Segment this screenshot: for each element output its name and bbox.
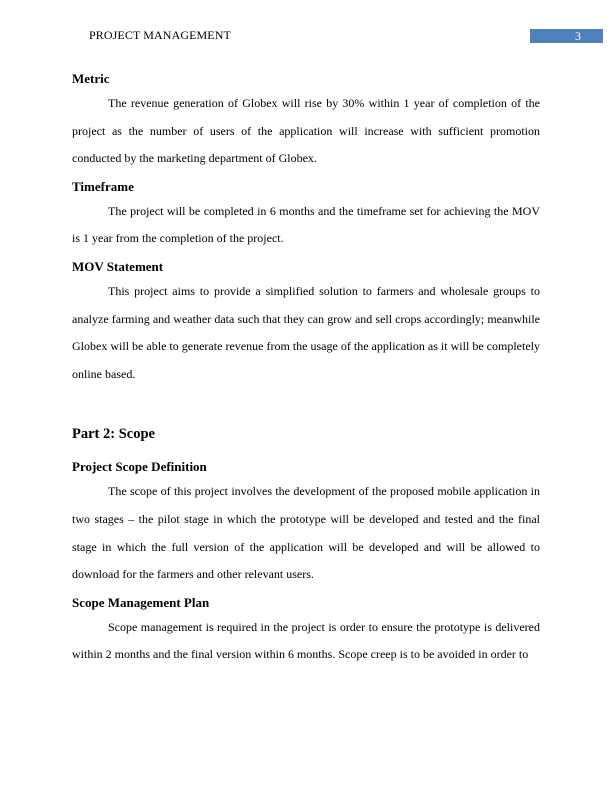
part-heading-scope: Part 2: Scope <box>72 426 155 443</box>
section-heading-metric: Metric <box>72 71 110 86</box>
paragraph-mov-statement: This project aims to provide a simplified solution to farmers and wholesale groups to analyze farming and weather data such that they can grow and sell crops accordingly; meanwhile Globex will be able to generate revenue from the usage of the application as it will be completely online based. <box>72 283 540 381</box>
section-heading-mov-statement: MOV Statement <box>72 258 164 274</box>
section-heading-scope-management-plan: Scope Management Plan <box>72 594 210 610</box>
paragraph-timeframe: The project will be completed in 6 months and the timeframe set for achieving the MOV is 1 year from the completion of the project. <box>72 203 540 246</box>
paragraph-metric: The revenue generation of Globex will rise by 30% within 1 year of completion of the project as the number of users of the application will increase with sufficient promotion conducted by the marketing department of Globex. <box>72 96 540 166</box>
paragraph-scope-definition: The scope of this project involves the development of the proposed mobile application in two stages – the pilot stage in which the prototype will be developed and tested and the final stage in which the full version of the application will be developed and will be allowed to download for the farmers and other relevant users. <box>72 484 540 582</box>
paragraph-scope-management-plan: Scope management is required in the project is order to ensure the prototype is delivered within 2 months and the final version within 6 months. Scope creep is to be avoided in order to <box>72 619 540 662</box>
document-body <box>72 68 540 669</box>
section-heading-scope-definition: Project Scope Definition <box>72 459 207 475</box>
section-heading-timeframe: Timeframe <box>72 178 134 194</box>
page-number-badge: 3 <box>530 29 603 43</box>
running-header-title: PROJECT MANAGEMENT <box>89 28 231 42</box>
